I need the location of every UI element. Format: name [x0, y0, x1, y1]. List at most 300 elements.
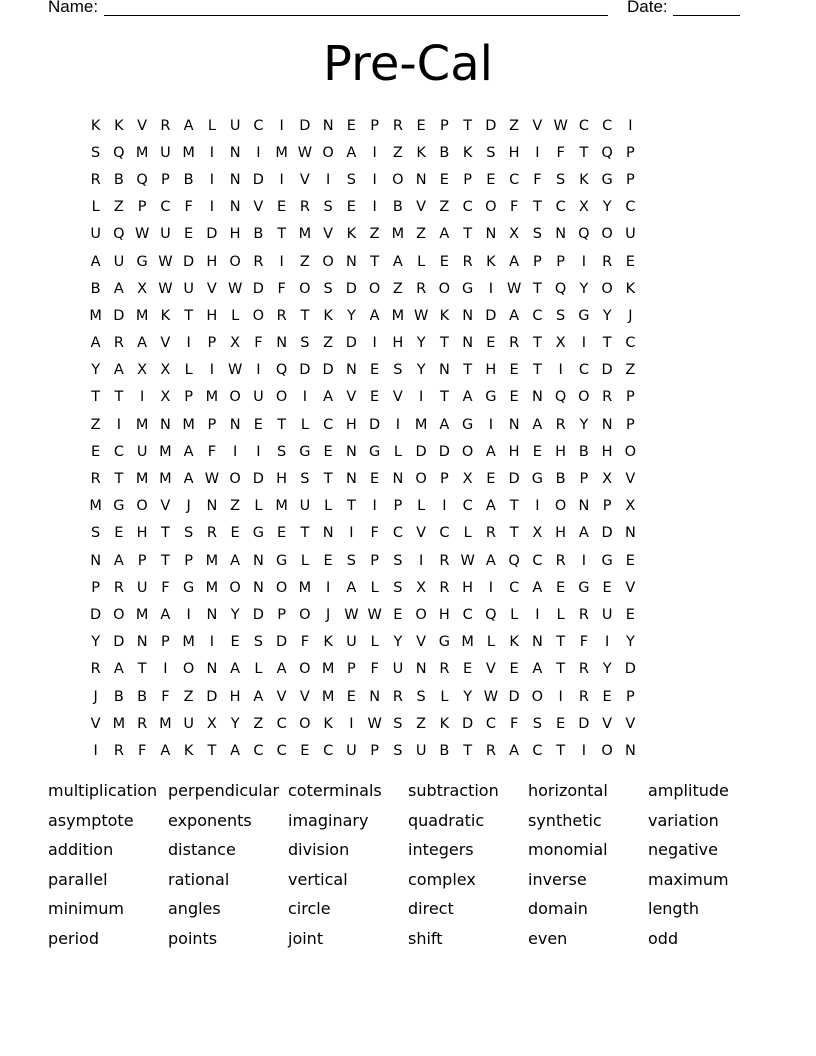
grid-letter[interactable]: H: [229, 688, 241, 705]
grid-letter[interactable]: A: [509, 253, 520, 270]
grid-letter[interactable]: F: [370, 525, 379, 542]
grid-letter[interactable]: T: [114, 471, 124, 488]
grid-letter[interactable]: W: [227, 280, 243, 297]
grid-letter[interactable]: T: [532, 280, 542, 297]
grid-letter[interactable]: A: [346, 144, 357, 161]
grid-letter[interactable]: R: [113, 742, 124, 759]
grid-letter[interactable]: M: [159, 443, 172, 460]
grid-letter[interactable]: I: [372, 335, 377, 352]
grid-letter[interactable]: W: [367, 606, 382, 623]
grid-letter[interactable]: F: [556, 144, 565, 161]
grid-letter[interactable]: I: [418, 389, 424, 406]
grid-letter[interactable]: O: [113, 606, 125, 623]
grid-letter[interactable]: E: [277, 199, 287, 216]
grid-letter[interactable]: A: [578, 525, 589, 542]
grid-letter[interactable]: X: [230, 335, 241, 352]
grid-letter[interactable]: X: [509, 226, 520, 243]
grid-letter[interactable]: O: [415, 606, 427, 623]
grid-letter[interactable]: E: [509, 362, 519, 379]
grid-letter[interactable]: I: [256, 362, 261, 379]
grid-letter[interactable]: H: [485, 362, 497, 379]
grid-letter[interactable]: T: [370, 253, 380, 270]
grid-letter[interactable]: E: [509, 389, 519, 406]
grid-letter[interactable]: O: [485, 199, 497, 216]
grid-letter[interactable]: V: [416, 525, 427, 542]
grid-letter[interactable]: S: [91, 525, 101, 542]
grid-letter[interactable]: G: [601, 552, 613, 569]
grid-letter[interactable]: A: [439, 226, 450, 243]
grid-letter[interactable]: B: [578, 443, 589, 460]
grid-letter[interactable]: I: [372, 144, 377, 161]
grid-letter[interactable]: Z: [230, 498, 241, 515]
grid-letter[interactable]: N: [392, 471, 404, 488]
grid-letter[interactable]: T: [532, 335, 542, 352]
grid-letter[interactable]: V: [137, 117, 148, 134]
grid-letter[interactable]: N: [345, 253, 357, 270]
grid-letter[interactable]: Q: [485, 606, 497, 623]
grid-letter[interactable]: D: [252, 280, 264, 297]
grid-letter[interactable]: U: [229, 117, 241, 134]
grid-letter[interactable]: R: [90, 661, 101, 678]
grid-letter[interactable]: D: [438, 443, 450, 460]
grid-letter[interactable]: T: [323, 471, 333, 488]
grid-letter[interactable]: W: [460, 552, 475, 569]
grid-letter[interactable]: D: [206, 688, 218, 705]
grid-letter[interactable]: M: [135, 416, 149, 433]
grid-letter[interactable]: P: [626, 171, 635, 188]
grid-letter[interactable]: O: [322, 253, 334, 270]
grid-letter[interactable]: N: [624, 742, 636, 759]
grid-letter[interactable]: I: [558, 688, 563, 705]
grid-letter[interactable]: I: [349, 715, 354, 732]
grid-letter[interactable]: R: [276, 307, 287, 324]
grid-letter[interactable]: Q: [113, 144, 125, 161]
grid-letter[interactable]: S: [253, 634, 263, 651]
grid-letter[interactable]: I: [232, 443, 238, 460]
grid-letter[interactable]: Y: [230, 715, 240, 732]
grid-letter[interactable]: O: [601, 226, 613, 243]
grid-letter[interactable]: N: [206, 661, 218, 678]
grid-letter[interactable]: N: [369, 688, 381, 705]
grid-letter[interactable]: N: [276, 335, 288, 352]
grid-letter[interactable]: J: [325, 606, 331, 623]
grid-letter[interactable]: A: [90, 335, 101, 352]
grid-letter[interactable]: O: [229, 389, 241, 406]
grid-letter[interactable]: P: [207, 335, 217, 352]
grid-letter[interactable]: T: [207, 742, 217, 759]
grid-letter[interactable]: D: [183, 253, 195, 270]
grid-letter[interactable]: U: [392, 661, 404, 678]
grid-letter[interactable]: N: [462, 335, 474, 352]
grid-letter[interactable]: I: [581, 253, 587, 270]
grid-letter[interactable]: G: [578, 579, 590, 596]
grid-letter[interactable]: V: [160, 335, 171, 352]
grid-letter[interactable]: I: [488, 416, 494, 433]
grid-letter[interactable]: L: [417, 498, 426, 515]
grid-letter[interactable]: I: [558, 362, 563, 379]
grid-letter[interactable]: P: [137, 199, 147, 216]
grid-letter[interactable]: Q: [275, 362, 288, 379]
grid-letter[interactable]: P: [533, 253, 542, 270]
grid-letter[interactable]: N: [229, 144, 241, 161]
grid-letter[interactable]: S: [346, 171, 356, 188]
grid-letter[interactable]: W: [483, 688, 499, 705]
grid-letter[interactable]: D: [113, 307, 125, 324]
grid-letter[interactable]: A: [113, 661, 124, 678]
grid-letter[interactable]: X: [160, 362, 171, 379]
grid-letter[interactable]: P: [626, 416, 635, 433]
grid-letter[interactable]: L: [231, 307, 240, 324]
grid-letter[interactable]: G: [113, 498, 125, 515]
grid-letter[interactable]: K: [625, 280, 636, 297]
grid-letter[interactable]: M: [89, 307, 102, 324]
grid-letter[interactable]: T: [137, 661, 147, 678]
grid-letter[interactable]: D: [206, 226, 218, 243]
grid-letter[interactable]: D: [485, 117, 497, 134]
grid-letter[interactable]: T: [463, 226, 473, 243]
grid-letter[interactable]: C: [323, 742, 334, 759]
grid-letter[interactable]: K: [114, 117, 124, 134]
grid-letter[interactable]: U: [625, 226, 636, 243]
grid-letter[interactable]: R: [578, 606, 589, 623]
grid-letter[interactable]: P: [440, 471, 449, 488]
grid-letter[interactable]: T: [532, 362, 542, 379]
grid-letter[interactable]: D: [252, 471, 264, 488]
grid-letter[interactable]: U: [113, 253, 125, 270]
grid-letter[interactable]: Y: [91, 634, 101, 651]
grid-letter[interactable]: C: [625, 335, 636, 352]
grid-letter[interactable]: V: [206, 280, 217, 297]
grid-letter[interactable]: I: [535, 498, 540, 515]
grid-letter[interactable]: O: [229, 471, 241, 488]
grid-letter[interactable]: R: [113, 579, 124, 596]
grid-letter[interactable]: L: [91, 199, 100, 216]
grid-letter[interactable]: K: [579, 171, 589, 188]
grid-letter[interactable]: G: [369, 443, 381, 460]
grid-letter[interactable]: T: [114, 389, 124, 406]
grid-letter[interactable]: K: [346, 226, 357, 243]
grid-letter[interactable]: B: [392, 199, 403, 216]
grid-letter[interactable]: O: [299, 606, 311, 623]
grid-letter[interactable]: O: [275, 389, 288, 406]
grid-letter[interactable]: E: [625, 253, 635, 270]
grid-letter[interactable]: V: [253, 199, 264, 216]
grid-letter[interactable]: I: [279, 253, 284, 270]
grid-letter[interactable]: G: [299, 443, 311, 460]
grid-letter[interactable]: E: [114, 525, 124, 542]
grid-letter[interactable]: G: [462, 416, 474, 433]
grid-letter[interactable]: T: [579, 144, 589, 161]
grid-letter[interactable]: U: [136, 579, 148, 596]
grid-letter[interactable]: G: [462, 280, 474, 297]
grid-letter[interactable]: Z: [299, 253, 310, 270]
grid-letter[interactable]: N: [531, 634, 543, 651]
grid-letter[interactable]: N: [206, 606, 218, 623]
grid-letter[interactable]: L: [300, 552, 309, 569]
grid-letter[interactable]: E: [230, 525, 240, 542]
grid-letter[interactable]: R: [602, 389, 613, 406]
grid-letter[interactable]: R: [90, 171, 101, 188]
grid-letter[interactable]: H: [229, 226, 241, 243]
grid-letter[interactable]: E: [230, 634, 240, 651]
grid-letter[interactable]: I: [372, 171, 377, 188]
grid-letter[interactable]: S: [300, 335, 310, 352]
grid-letter[interactable]: P: [137, 552, 147, 569]
grid-letter[interactable]: C: [462, 199, 473, 216]
grid-letter[interactable]: A: [160, 742, 171, 759]
grid-letter[interactable]: F: [277, 280, 286, 297]
grid-letter[interactable]: O: [299, 661, 311, 678]
grid-letter[interactable]: K: [90, 117, 101, 134]
grid-letter[interactable]: L: [254, 498, 263, 515]
grid-letter[interactable]: F: [533, 171, 542, 188]
grid-letter[interactable]: M: [182, 144, 195, 161]
grid-letter[interactable]: L: [486, 634, 495, 651]
grid-letter[interactable]: W: [367, 715, 382, 732]
grid-letter[interactable]: L: [556, 606, 565, 623]
grid-letter[interactable]: G: [485, 389, 497, 406]
grid-letter[interactable]: S: [556, 307, 566, 324]
grid-letter[interactable]: R: [602, 253, 613, 270]
grid-letter[interactable]: D: [485, 307, 497, 324]
grid-letter[interactable]: C: [578, 362, 589, 379]
grid-letter[interactable]: D: [369, 416, 381, 433]
grid-letter[interactable]: M: [135, 471, 149, 488]
grid-letter[interactable]: M: [182, 416, 195, 433]
grid-letter[interactable]: P: [463, 171, 472, 188]
grid-letter[interactable]: N: [345, 471, 357, 488]
grid-letter[interactable]: A: [346, 579, 357, 596]
grid-letter[interactable]: R: [555, 416, 566, 433]
grid-letter[interactable]: F: [161, 579, 170, 596]
grid-letter[interactable]: Q: [508, 552, 520, 569]
grid-letter[interactable]: B: [555, 471, 566, 488]
grid-letter[interactable]: E: [393, 606, 403, 623]
grid-letter[interactable]: T: [509, 525, 519, 542]
grid-letter[interactable]: V: [276, 688, 287, 705]
grid-letter[interactable]: G: [578, 307, 590, 324]
grid-letter[interactable]: M: [414, 416, 428, 433]
grid-letter[interactable]: C: [509, 171, 520, 188]
grid-letter[interactable]: N: [415, 661, 427, 678]
grid-letter[interactable]: X: [160, 389, 171, 406]
grid-letter[interactable]: O: [368, 280, 381, 297]
grid-letter[interactable]: Y: [416, 335, 426, 352]
grid-letter[interactable]: V: [323, 226, 334, 243]
grid-letter[interactable]: V: [625, 471, 636, 488]
grid-letter[interactable]: N: [555, 226, 567, 243]
grid-letter[interactable]: E: [370, 362, 380, 379]
grid-letter[interactable]: I: [604, 634, 610, 651]
grid-letter[interactable]: D: [90, 606, 102, 623]
grid-letter[interactable]: C: [113, 443, 124, 460]
grid-letter[interactable]: S: [323, 199, 333, 216]
grid-letter[interactable]: L: [440, 688, 449, 705]
grid-letter[interactable]: U: [90, 226, 101, 243]
grid-letter[interactable]: B: [113, 688, 124, 705]
grid-letter[interactable]: X: [625, 498, 636, 515]
grid-letter[interactable]: D: [252, 606, 264, 623]
grid-letter[interactable]: H: [276, 471, 288, 488]
grid-letter[interactable]: Y: [463, 688, 473, 705]
grid-letter[interactable]: M: [275, 498, 288, 515]
grid-letter[interactable]: N: [345, 362, 357, 379]
grid-letter[interactable]: R: [578, 661, 589, 678]
grid-letter[interactable]: E: [370, 389, 380, 406]
grid-letter[interactable]: E: [463, 661, 473, 678]
grid-letter[interactable]: I: [372, 498, 377, 515]
grid-letter[interactable]: S: [393, 579, 403, 596]
grid-letter[interactable]: E: [532, 443, 542, 460]
grid-letter[interactable]: R: [462, 253, 473, 270]
grid-letter[interactable]: Z: [625, 362, 636, 379]
grid-letter[interactable]: N: [462, 307, 474, 324]
grid-letter[interactable]: C: [625, 199, 636, 216]
grid-letter[interactable]: O: [415, 471, 427, 488]
grid-letter[interactable]: W: [204, 471, 220, 488]
grid-letter[interactable]: D: [276, 634, 288, 651]
grid-letter[interactable]: A: [392, 253, 403, 270]
grid-letter[interactable]: S: [416, 688, 426, 705]
grid-letter[interactable]: E: [323, 552, 333, 569]
grid-letter[interactable]: I: [209, 144, 215, 161]
grid-letter[interactable]: D: [508, 688, 520, 705]
grid-letter[interactable]: R: [206, 525, 217, 542]
grid-letter[interactable]: I: [209, 171, 215, 188]
grid-letter[interactable]: E: [91, 443, 101, 460]
grid-letter[interactable]: H: [555, 525, 567, 542]
grid-letter[interactable]: R: [509, 335, 520, 352]
grid-letter[interactable]: I: [279, 171, 284, 188]
grid-letter[interactable]: H: [601, 443, 613, 460]
grid-letter[interactable]: B: [439, 144, 450, 161]
grid-letter[interactable]: T: [439, 389, 449, 406]
grid-letter[interactable]: T: [300, 307, 310, 324]
grid-letter[interactable]: S: [532, 226, 542, 243]
grid-letter[interactable]: P: [626, 144, 635, 161]
grid-letter[interactable]: N: [624, 525, 636, 542]
grid-letter[interactable]: M: [205, 552, 219, 569]
grid-letter[interactable]: X: [462, 471, 473, 488]
grid-letter[interactable]: V: [346, 389, 357, 406]
grid-letter[interactable]: H: [206, 253, 218, 270]
grid-letter[interactable]: N: [322, 117, 334, 134]
grid-letter[interactable]: Z: [416, 226, 427, 243]
grid-letter[interactable]: I: [535, 144, 540, 161]
grid-letter[interactable]: I: [442, 498, 447, 515]
date-blank-line[interactable]: [673, 15, 740, 16]
grid-letter[interactable]: T: [463, 362, 473, 379]
grid-letter[interactable]: N: [485, 226, 497, 243]
grid-letter[interactable]: L: [324, 498, 333, 515]
grid-letter[interactable]: C: [160, 199, 171, 216]
grid-letter[interactable]: I: [418, 552, 424, 569]
grid-letter[interactable]: G: [136, 253, 148, 270]
grid-letter[interactable]: E: [556, 579, 566, 596]
grid-letter[interactable]: P: [556, 253, 565, 270]
grid-letter[interactable]: M: [321, 661, 335, 678]
grid-letter[interactable]: R: [485, 525, 496, 542]
grid-letter[interactable]: U: [299, 498, 311, 515]
grid-letter[interactable]: V: [160, 498, 171, 515]
grid-letter[interactable]: R: [392, 117, 403, 134]
grid-letter[interactable]: T: [277, 416, 287, 433]
grid-letter[interactable]: D: [601, 362, 613, 379]
grid-letter[interactable]: I: [581, 335, 587, 352]
grid-letter[interactable]: P: [440, 117, 449, 134]
grid-letter[interactable]: A: [113, 280, 124, 297]
grid-letter[interactable]: R: [137, 715, 148, 732]
grid-letter[interactable]: O: [578, 389, 590, 406]
grid-letter[interactable]: U: [160, 144, 171, 161]
grid-letter[interactable]: N: [322, 525, 334, 542]
grid-letter[interactable]: H: [136, 525, 148, 542]
grid-letter[interactable]: T: [463, 742, 473, 759]
grid-letter[interactable]: Y: [579, 416, 589, 433]
grid-letter[interactable]: N: [229, 199, 241, 216]
grid-letter[interactable]: V: [602, 715, 613, 732]
grid-letter[interactable]: H: [392, 335, 404, 352]
grid-letter[interactable]: T: [160, 552, 170, 569]
grid-letter[interactable]: N: [252, 579, 264, 596]
grid-letter[interactable]: N: [159, 416, 171, 433]
grid-letter[interactable]: P: [91, 579, 100, 596]
grid-letter[interactable]: A: [160, 606, 171, 623]
grid-letter[interactable]: R: [485, 742, 496, 759]
grid-letter[interactable]: T: [346, 498, 356, 515]
grid-letter[interactable]: C: [462, 606, 473, 623]
grid-letter[interactable]: Y: [91, 362, 101, 379]
grid-letter[interactable]: I: [302, 389, 308, 406]
grid-letter[interactable]: S: [184, 525, 194, 542]
grid-letter[interactable]: C: [323, 416, 334, 433]
grid-letter[interactable]: K: [183, 742, 194, 759]
grid-letter[interactable]: Y: [416, 362, 426, 379]
grid-letter[interactable]: M: [391, 226, 405, 243]
grid-letter[interactable]: H: [345, 416, 357, 433]
grid-letter[interactable]: O: [229, 579, 241, 596]
grid-letter[interactable]: P: [161, 171, 170, 188]
name-blank-line[interactable]: [104, 15, 608, 16]
grid-letter[interactable]: D: [624, 661, 636, 678]
grid-letter[interactable]: A: [485, 498, 496, 515]
grid-letter[interactable]: X: [137, 362, 148, 379]
grid-letter[interactable]: E: [625, 552, 635, 569]
grid-letter[interactable]: T: [463, 117, 473, 134]
grid-letter[interactable]: S: [91, 144, 101, 161]
grid-letter[interactable]: T: [160, 525, 170, 542]
grid-letter[interactable]: A: [485, 552, 496, 569]
grid-letter[interactable]: T: [184, 307, 194, 324]
grid-letter[interactable]: I: [279, 117, 284, 134]
grid-letter[interactable]: A: [183, 117, 194, 134]
grid-letter[interactable]: V: [90, 715, 101, 732]
grid-letter[interactable]: A: [485, 443, 496, 460]
grid-letter[interactable]: U: [346, 634, 357, 651]
grid-letter[interactable]: F: [254, 335, 263, 352]
grid-letter[interactable]: I: [395, 416, 401, 433]
grid-letter[interactable]: E: [346, 117, 356, 134]
grid-letter[interactable]: I: [488, 579, 494, 596]
grid-letter[interactable]: T: [556, 742, 566, 759]
grid-letter[interactable]: W: [297, 144, 313, 161]
grid-letter[interactable]: R: [555, 552, 566, 569]
grid-letter[interactable]: T: [277, 226, 287, 243]
grid-letter[interactable]: C: [532, 742, 543, 759]
grid-letter[interactable]: O: [461, 443, 474, 460]
grid-letter[interactable]: A: [137, 335, 148, 352]
grid-letter[interactable]: Y: [346, 307, 356, 324]
